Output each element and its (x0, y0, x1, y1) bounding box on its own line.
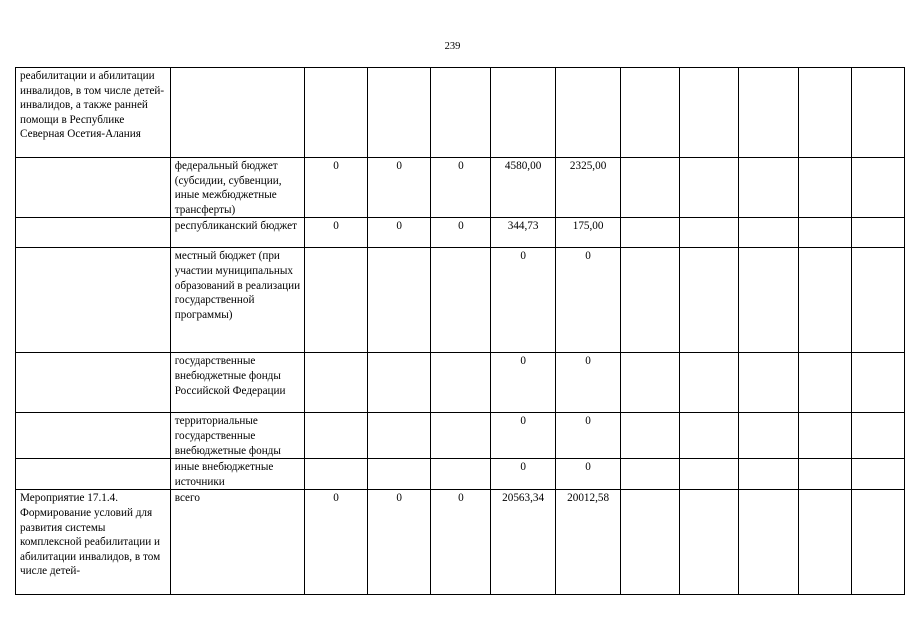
value-cell: 0 (431, 158, 491, 218)
funding-source-cell: республиканский бюджет (170, 218, 304, 248)
table-row (16, 459, 905, 490)
funding-source-cell: всего (170, 490, 304, 595)
activity-cell (16, 218, 171, 248)
value-cell (851, 158, 904, 218)
funding-source-cell: федеральный бюджет (субсидии, субвенции, иные межбюджетные трансферты) (170, 158, 304, 218)
value-cell (798, 490, 851, 595)
funding-source-cell (170, 68, 304, 158)
value-cell: 0 (491, 248, 556, 353)
value-cell (555, 68, 620, 158)
value-cell (621, 218, 680, 248)
value-cell: 0 (491, 459, 556, 490)
value-cell (305, 353, 368, 413)
activity-cell: Мероприятие 17.1.4. Формирование условий для развития системы комплексной реабилитации и абилитации инвалидов, в том числе детей- (16, 490, 171, 595)
value-cell: 0 (367, 490, 431, 595)
value-cell (739, 459, 798, 490)
value-cell (305, 248, 368, 353)
value-cell (798, 413, 851, 459)
value-cell (367, 459, 431, 490)
value-cell (367, 413, 431, 459)
value-cell (621, 413, 680, 459)
value-cell: 0 (491, 413, 556, 459)
table-row (16, 413, 905, 459)
value-cell (679, 353, 738, 413)
value-cell: 0 (431, 490, 491, 595)
value-cell (679, 413, 738, 459)
value-cell: 0 (305, 218, 368, 248)
value-cell (798, 248, 851, 353)
value-cell (739, 248, 798, 353)
page-number: 239 (444, 41, 461, 52)
activity-cell (16, 413, 171, 459)
value-cell (305, 68, 368, 158)
table-row (16, 68, 905, 158)
value-cell (367, 68, 431, 158)
value-cell (798, 218, 851, 248)
value-cell (305, 459, 368, 490)
value-cell (851, 218, 904, 248)
value-cell (491, 68, 556, 158)
value-cell: 0 (431, 218, 491, 248)
value-cell (798, 68, 851, 158)
value-cell (431, 459, 491, 490)
value-cell (851, 459, 904, 490)
value-cell (679, 490, 738, 595)
value-cell: 0 (491, 353, 556, 413)
budget-table (15, 67, 905, 595)
value-cell (851, 490, 904, 595)
value-cell: 0 (367, 158, 431, 218)
value-cell (431, 248, 491, 353)
activity-cell (16, 353, 171, 413)
value-cell: 20012,58 (555, 490, 620, 595)
value-cell: 0 (305, 490, 368, 595)
table-row (16, 248, 905, 353)
table-row (16, 218, 905, 248)
value-cell (305, 413, 368, 459)
funding-source-cell: местный бюджет (при участии муниципальных образований в реализации государственной программы) (170, 248, 304, 353)
value-cell (798, 459, 851, 490)
value-cell (851, 413, 904, 459)
value-cell (621, 459, 680, 490)
value-cell (367, 353, 431, 413)
value-cell: 344,73 (491, 218, 556, 248)
funding-source-cell: территориальные государственные внебюджетные фонды (170, 413, 304, 459)
value-cell (739, 413, 798, 459)
value-cell (739, 490, 798, 595)
value-cell: 175,00 (555, 218, 620, 248)
value-cell (679, 459, 738, 490)
value-cell (679, 158, 738, 218)
value-cell (431, 68, 491, 158)
value-cell (798, 353, 851, 413)
value-cell: 4580,00 (491, 158, 556, 218)
value-cell (739, 218, 798, 248)
value-cell (621, 158, 680, 218)
activity-cell (16, 459, 171, 490)
value-cell (851, 248, 904, 353)
value-cell: 20563,34 (491, 490, 556, 595)
value-cell (621, 68, 680, 158)
value-cell: 0 (555, 413, 620, 459)
value-cell: 0 (555, 248, 620, 353)
value-cell (621, 490, 680, 595)
value-cell (431, 413, 491, 459)
value-cell (679, 248, 738, 353)
value-cell (621, 248, 680, 353)
value-cell (798, 158, 851, 218)
value-cell (739, 158, 798, 218)
value-cell (739, 353, 798, 413)
table-row (16, 353, 905, 413)
value-cell (851, 68, 904, 158)
value-cell: 0 (305, 158, 368, 218)
value-cell: 0 (367, 218, 431, 248)
activity-cell (16, 248, 171, 353)
funding-source-cell: иные внебюджетные источники (170, 459, 304, 490)
value-cell: 2325,00 (555, 158, 620, 218)
value-cell (621, 353, 680, 413)
value-cell (679, 218, 738, 248)
funding-source-cell: государственные внебюджетные фонды Российской Федерации (170, 353, 304, 413)
value-cell (739, 68, 798, 158)
table-row (16, 158, 905, 218)
value-cell (679, 68, 738, 158)
value-cell: 0 (555, 459, 620, 490)
value-cell: 0 (555, 353, 620, 413)
value-cell (431, 353, 491, 413)
value-cell (367, 248, 431, 353)
value-cell (851, 353, 904, 413)
table-row (16, 490, 905, 595)
activity-cell: реабилитации и абилитации инвалидов, в том числе детей-инвалидов, а также ранней помощи в Республике Северная Осетия-Алания (16, 68, 171, 158)
activity-cell (16, 158, 171, 218)
